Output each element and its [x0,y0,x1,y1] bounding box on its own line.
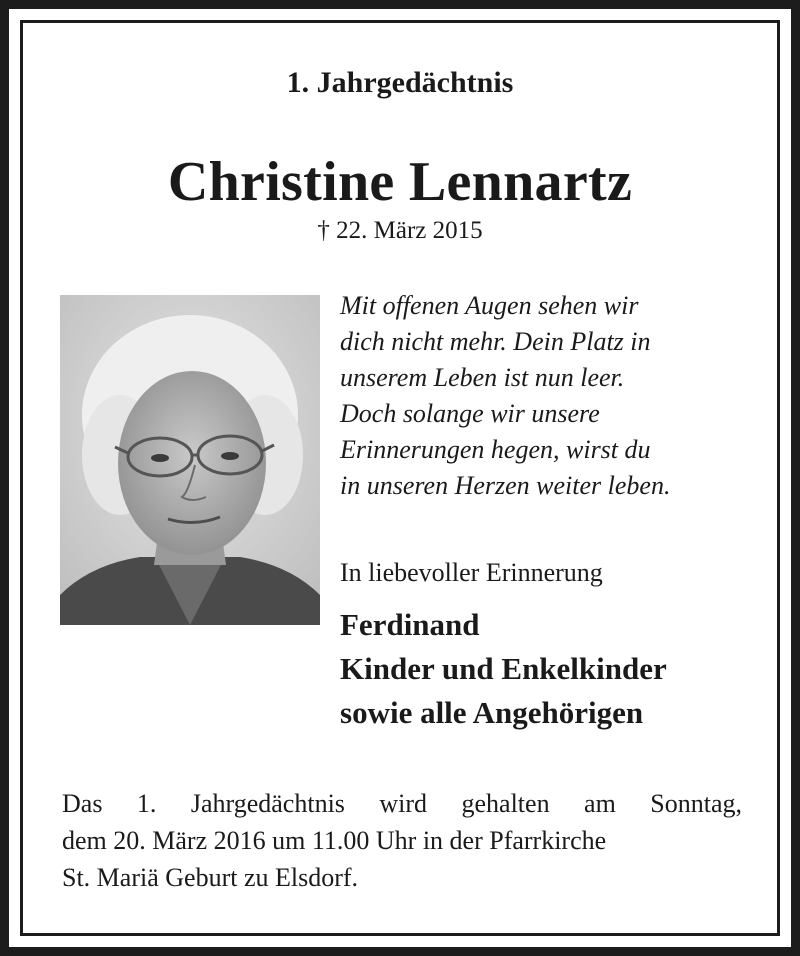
notice-line: Das 1. Jahrgedächtnis wird gehalten am Sonntag, [62,789,742,818]
poem-line: Mit offenen Augen sehen wir [340,291,639,320]
poem-line: in unseren Herzen weiter leben. [340,471,671,500]
death-date: † 22. März 2015 [317,217,483,244]
poem-line: Doch solange wir unsere [340,399,600,428]
signers-list [340,603,667,735]
signer: Kinder und Enkelkinder [340,651,667,686]
service-notice [62,785,742,896]
signer: sowie alle Angehörigen [340,695,644,730]
poem-line: dich nicht mehr. Dein Platz in [340,327,651,356]
notice-line: St. Mariä Geburt zu Elsdorf. [62,863,359,892]
deceased-name: Christine Lennartz [167,151,633,213]
signer: Ferdinand [340,607,480,642]
remembrance-intro: In liebevoller Erinnerung [340,558,603,587]
poem-line: unserem Leben ist nun leer. [340,363,625,392]
memorial-poem [340,288,670,504]
notice-line: dem 20. März 2016 um 11.00 Uhr in der Pfarrkirche [62,826,607,855]
anniversary-title: 1. Jahrgedächtnis [286,66,514,99]
poem-line: Erinnerungen hegen, wirst du [340,435,651,464]
portrait-photo [60,295,320,625]
portrait-illustration [60,295,320,625]
